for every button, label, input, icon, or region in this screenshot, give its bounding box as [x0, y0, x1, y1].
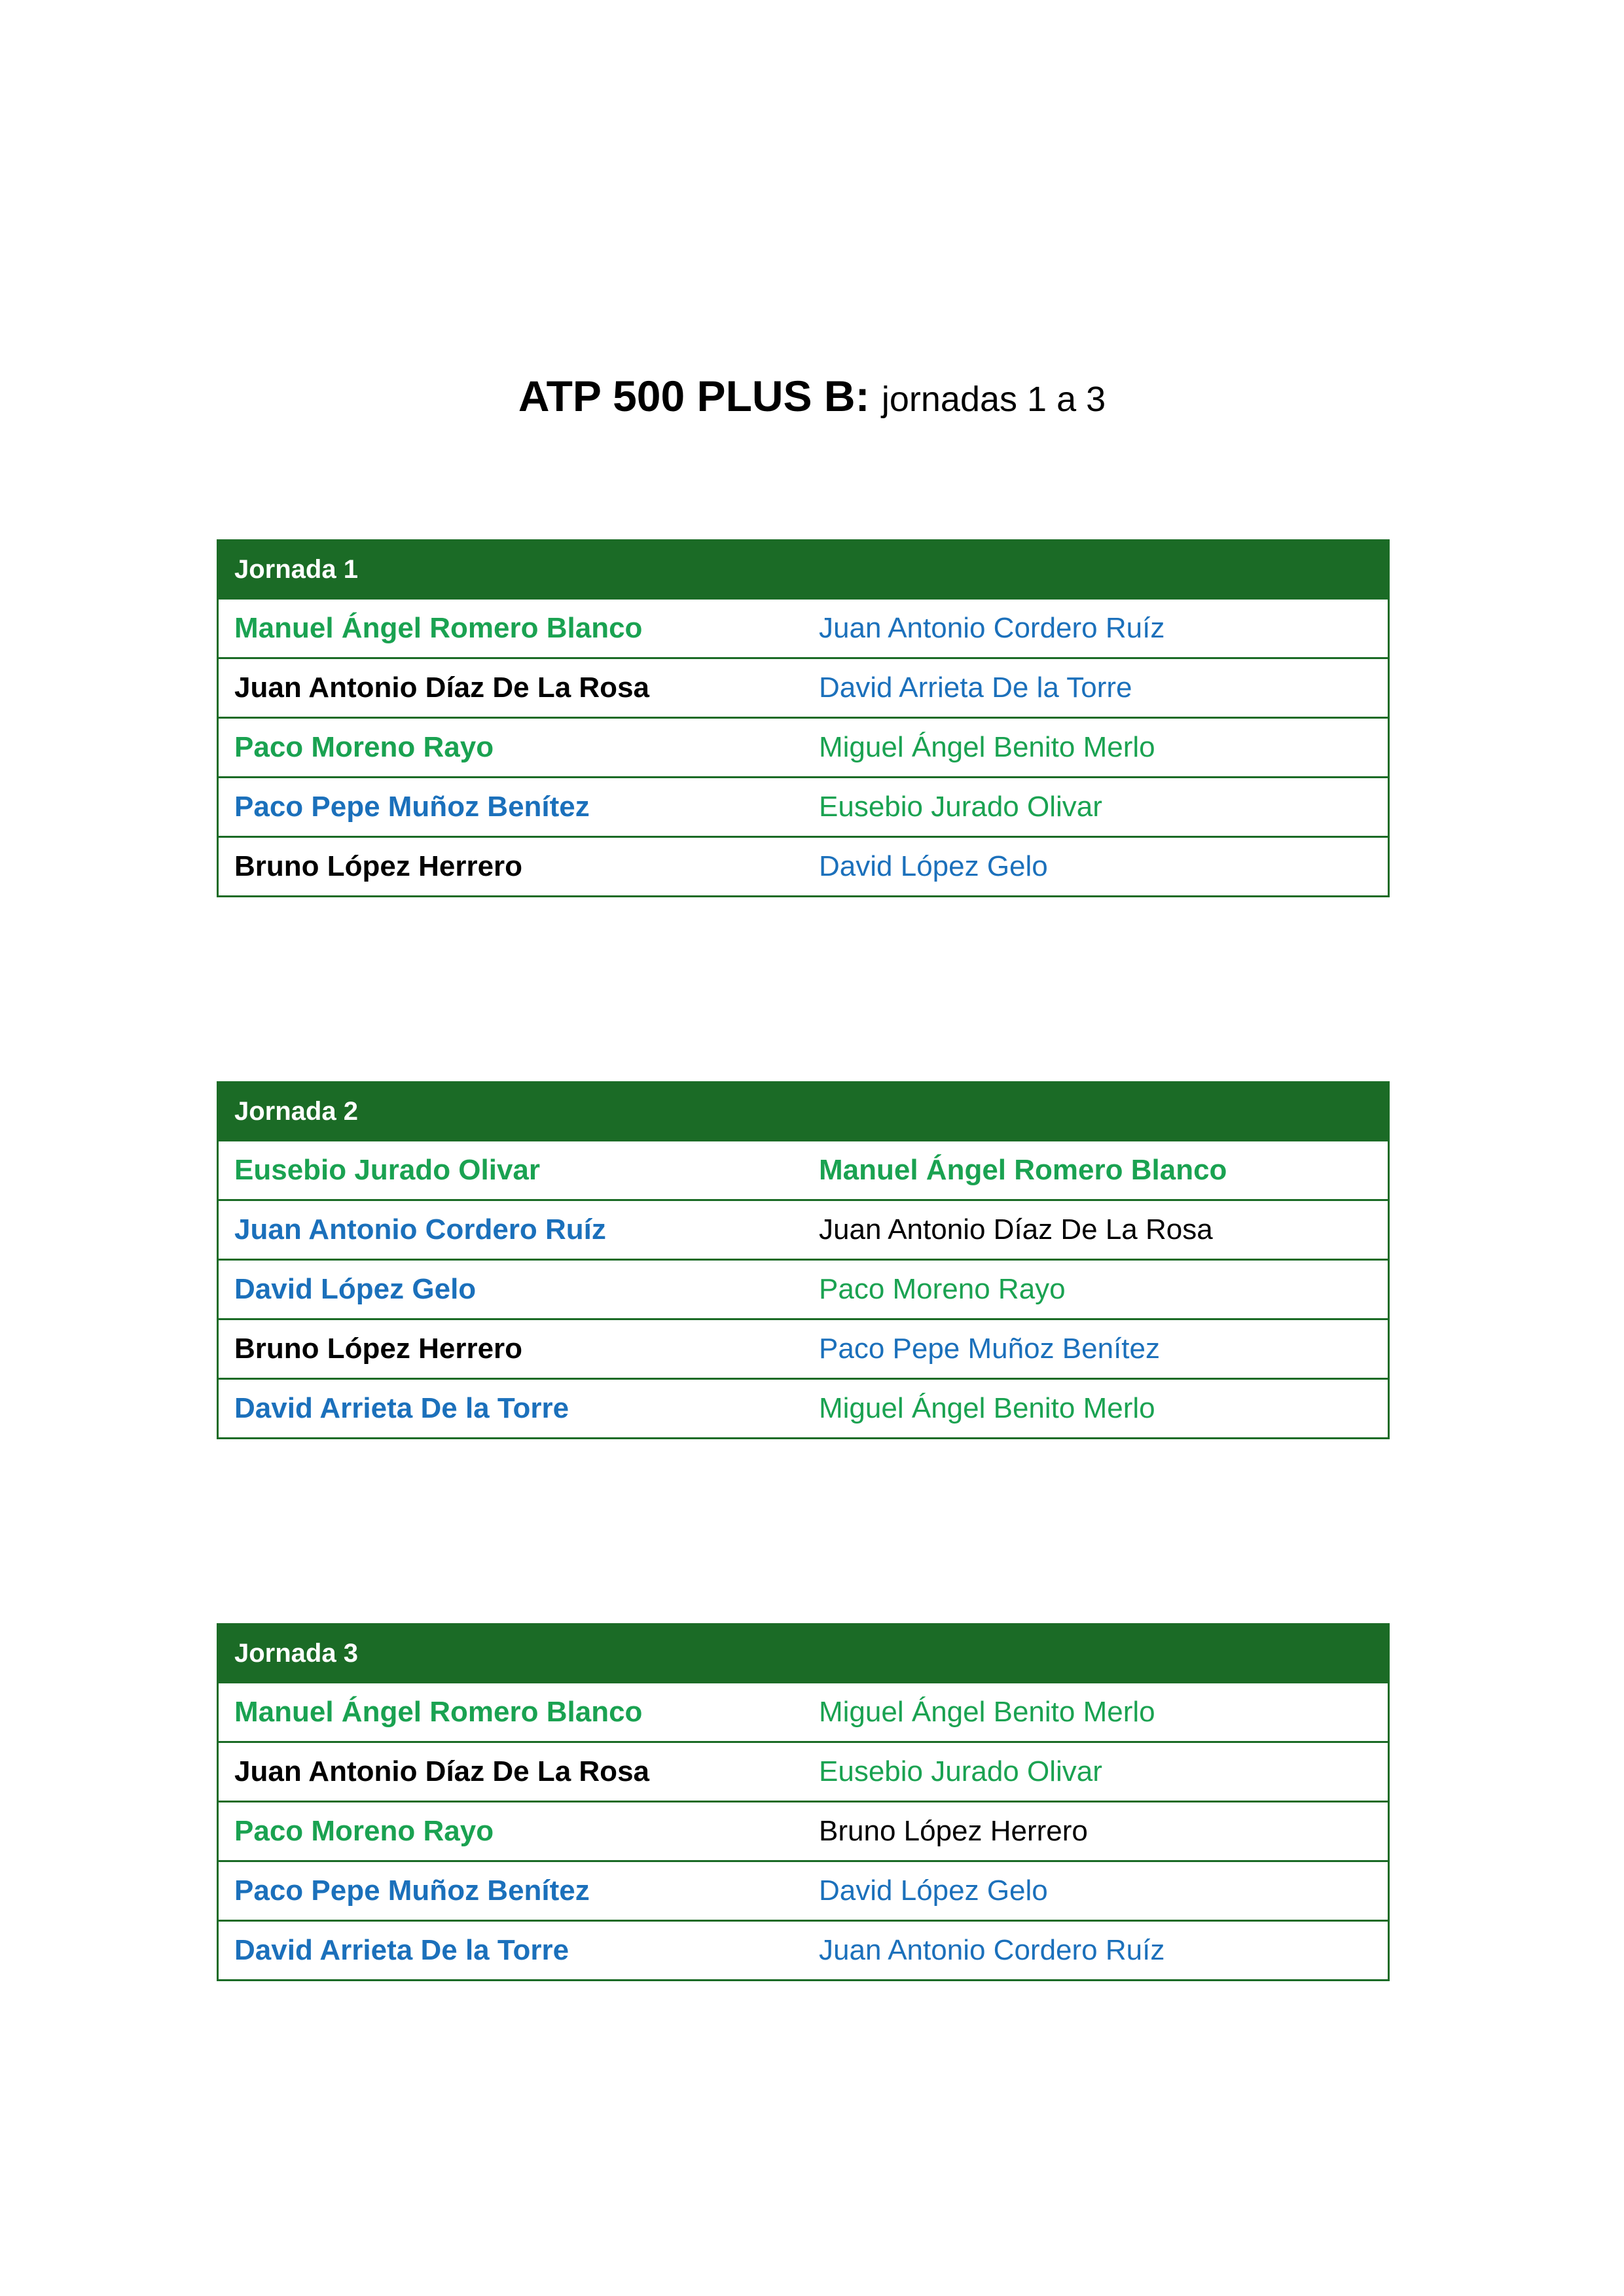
- player-name: Miguel Ángel Benito Merlo: [819, 1392, 1155, 1424]
- home-player: [218, 718, 804, 778]
- home-player: [218, 658, 804, 718]
- player-name: Paco Moreno Rayo: [234, 731, 494, 763]
- round-label: Jornada 2: [218, 1083, 1389, 1141]
- player-name: Miguel Ángel Benito Merlo: [819, 1696, 1155, 1728]
- match-row: [218, 1742, 1389, 1802]
- away-player: [803, 1742, 1389, 1802]
- player-name: Juan Antonio Cordero Ruíz: [819, 612, 1165, 644]
- player-name: Paco Pepe Muñoz Benítez: [234, 1874, 590, 1907]
- away-player: [803, 1260, 1389, 1319]
- away-player: [803, 1683, 1389, 1742]
- match-row: [218, 718, 1389, 778]
- player-name: Bruno López Herrero: [234, 1333, 523, 1365]
- home-player: [218, 1861, 804, 1921]
- match-row: [218, 1921, 1389, 1981]
- away-player: [803, 1802, 1389, 1861]
- player-name: David López Gelo: [819, 850, 1048, 882]
- home-player: [218, 1200, 804, 1260]
- away-player: [803, 1379, 1389, 1439]
- player-name: David Arrieta De la Torre: [234, 1934, 569, 1966]
- match-row: [218, 1379, 1389, 1439]
- away-player: [803, 658, 1389, 718]
- title-bold-part: ATP 500 PLUS B:: [518, 372, 870, 420]
- away-player: [803, 1200, 1389, 1260]
- player-name: Manuel Ángel Romero Blanco: [234, 1696, 643, 1728]
- match-row: [218, 1683, 1389, 1742]
- player-name: Bruno López Herrero: [234, 850, 523, 882]
- match-row: [218, 1141, 1389, 1200]
- match-row: [218, 837, 1389, 897]
- away-player: [803, 1319, 1389, 1379]
- player-name: David López Gelo: [234, 1273, 477, 1305]
- player-name: David Arrieta De la Torre: [234, 1392, 569, 1424]
- player-name: Juan Antonio Díaz De La Rosa: [819, 1213, 1213, 1246]
- title-subtitle-part: jornadas 1 a 3: [881, 380, 1106, 419]
- home-player: [218, 1141, 804, 1200]
- home-player: [218, 1921, 804, 1981]
- home-player: [218, 1683, 804, 1742]
- player-name: David López Gelo: [819, 1874, 1048, 1907]
- player-name: Juan Antonio Cordero Ruíz: [234, 1213, 606, 1246]
- player-name: Juan Antonio Cordero Ruíz: [819, 1934, 1165, 1966]
- match-row: [218, 1802, 1389, 1861]
- page-title: [0, 367, 1624, 429]
- away-player: [803, 1141, 1389, 1200]
- round-header-row: [218, 1624, 1389, 1683]
- home-player: [218, 1742, 804, 1802]
- round-2-table: [217, 1081, 1390, 1439]
- home-player: [218, 778, 804, 837]
- round-1-table: [217, 539, 1390, 897]
- player-name: Paco Moreno Rayo: [234, 1815, 494, 1847]
- player-name: Miguel Ángel Benito Merlo: [819, 731, 1155, 763]
- home-player: [218, 1802, 804, 1861]
- away-player: [803, 1921, 1389, 1981]
- match-row: [218, 1260, 1389, 1319]
- match-row: [218, 1861, 1389, 1921]
- home-player: [218, 1379, 804, 1439]
- round-header-row: [218, 541, 1389, 599]
- match-row: [218, 1200, 1389, 1260]
- round-label: Jornada 1: [218, 541, 1389, 599]
- away-player: [803, 778, 1389, 837]
- round-3-table: [217, 1623, 1390, 1981]
- away-player: [803, 718, 1389, 778]
- player-name: Manuel Ángel Romero Blanco: [234, 612, 643, 644]
- player-name: Paco Pepe Muñoz Benítez: [819, 1333, 1160, 1365]
- match-row: [218, 1319, 1389, 1379]
- away-player: [803, 599, 1389, 658]
- home-player: [218, 1319, 804, 1379]
- away-player: [803, 1861, 1389, 1921]
- away-player: [803, 837, 1389, 897]
- home-player: [218, 1260, 804, 1319]
- player-name: Paco Moreno Rayo: [819, 1273, 1066, 1305]
- player-name: Juan Antonio Díaz De La Rosa: [234, 1755, 650, 1787]
- home-player: [218, 599, 804, 658]
- player-name: Eusebio Jurado Olivar: [819, 791, 1102, 823]
- match-row: [218, 778, 1389, 837]
- player-name: David Arrieta De la Torre: [819, 672, 1132, 704]
- round-header-row: [218, 1083, 1389, 1141]
- player-name: Eusebio Jurado Olivar: [234, 1154, 541, 1186]
- player-name: Bruno López Herrero: [819, 1815, 1088, 1847]
- home-player: [218, 837, 804, 897]
- player-name: Paco Pepe Muñoz Benítez: [234, 791, 590, 823]
- player-name: Juan Antonio Díaz De La Rosa: [234, 672, 650, 704]
- player-name: Eusebio Jurado Olivar: [819, 1755, 1102, 1787]
- match-row: [218, 599, 1389, 658]
- player-name: Manuel Ángel Romero Blanco: [819, 1154, 1227, 1186]
- round-label: Jornada 3: [218, 1624, 1389, 1683]
- match-row: [218, 658, 1389, 718]
